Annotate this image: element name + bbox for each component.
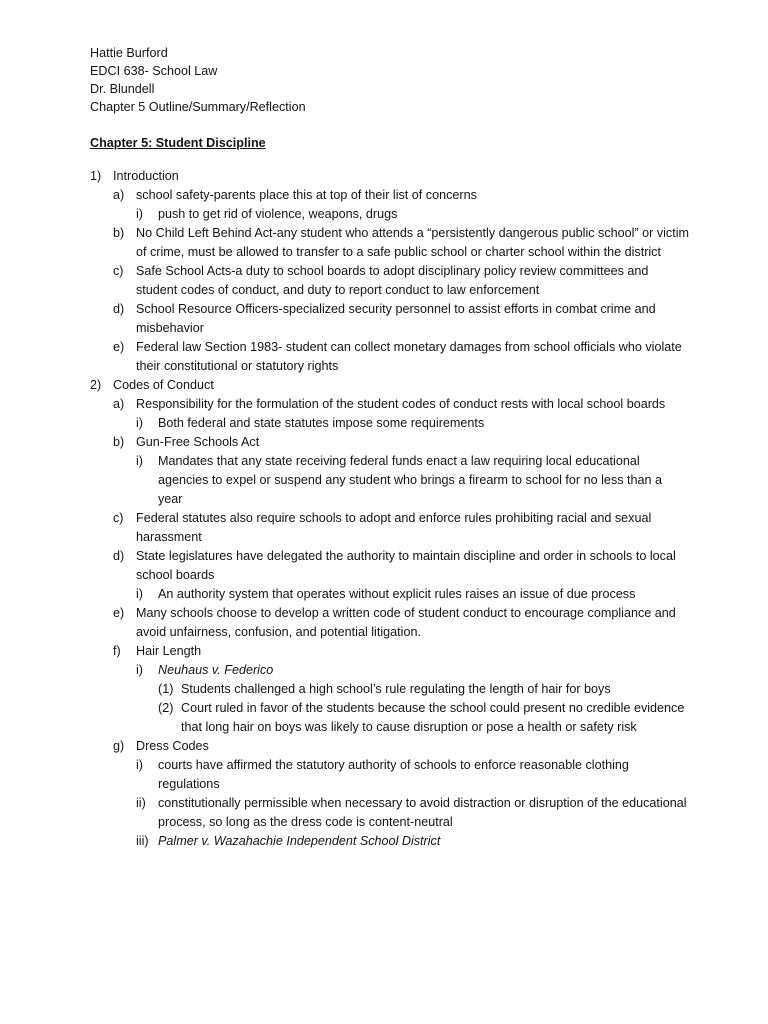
outline-marker: i) (136, 587, 143, 601)
outline-marker: i) (136, 758, 143, 772)
outline-marker: a) (113, 397, 125, 411)
outline-text: Gun-Free Schools Act (136, 435, 260, 449)
outline-item (90, 585, 690, 604)
outline-marker: i) (136, 454, 143, 468)
outline-text: No Child Left Behind Act-any student who attends a “persistently dangerous public school” or victim of crime, must be allowed to transfer to a safe public school or charter school within the district (136, 226, 690, 259)
outline-marker: i) (136, 207, 143, 221)
outline-text: Court ruled in favor of the students because the school could present no credible evidence that long hair on boys was likely to cause disruption or pose a health or safety risk (181, 701, 685, 734)
outline-item (90, 661, 690, 680)
outline-text: courts have affirmed the statutory authority of schools to enforce reasonable clothing regulations (158, 758, 629, 791)
outline-text: Safe School Acts-a duty to school boards to adopt disciplinary policy review committees and student codes of conduct, and duty to report conduct to law enforcement (136, 264, 649, 297)
outline-text: Many schools choose to develop a written code of student conduct to encourage compliance and avoid unfairness, confusion, and potential litigation. (136, 606, 676, 639)
outline-text: Federal law Section 1983- student can collect monetary damages from school officials who violate their constitutional or statutory rights (136, 340, 682, 373)
outline-item (90, 262, 690, 300)
outline-marker: d) (113, 302, 125, 316)
chapter-title: Chapter 5: Student Discipline (90, 136, 266, 150)
outline-item (90, 376, 690, 395)
outline-item (90, 433, 690, 452)
outline-marker: a) (113, 188, 125, 202)
outline-item (90, 756, 690, 794)
outline-text: school safety-parents place this at top of their list of concerns (136, 188, 477, 202)
outline-list (90, 167, 690, 851)
outline-text: Students challenged a high school’s rule regulating the length of hair for boys (181, 682, 611, 696)
outline-item (90, 395, 690, 414)
outline-item (90, 167, 690, 186)
outline-text: An authority system that operates without explicit rules raises an issue of due process (158, 587, 636, 601)
outline-marker: c) (113, 264, 124, 278)
outline-text: School Resource Officers-specialized security personnel to assist efforts in combat crime and misbehavior (136, 302, 656, 335)
outline-item (90, 414, 690, 433)
outline-text: Introduction (113, 169, 179, 183)
outline-item (90, 452, 690, 509)
outline-item (90, 224, 690, 262)
outline-marker: i) (136, 663, 143, 677)
outline-item (90, 642, 690, 661)
outline-marker: i) (136, 416, 143, 430)
outline-item (90, 186, 690, 205)
outline-marker: ii) (136, 796, 146, 810)
outline-marker: e) (113, 340, 125, 354)
outline-item (90, 300, 690, 338)
outline-item (90, 547, 690, 585)
instructor-name: Dr. Blundell (90, 82, 155, 96)
outline-text: Mandates that any state receiving federal funds enact a law requiring local educational agencies to expel or suspend any student who brings a firearm to school for no less than a year (158, 454, 663, 506)
outline-text: Responsibility for the formulation of the student codes of conduct rests with local school boards (136, 397, 666, 411)
outline-marker: (2) (158, 701, 174, 715)
outline-item (90, 680, 690, 699)
outline-text: constitutionally permissible when necessary to avoid distraction or disruption of the educational process, so long as the dress code is content-neutral (158, 796, 687, 829)
outline-text: State legislatures have delegated the authority to maintain discipline and order in schools to local school boards (136, 549, 676, 582)
outline-item (90, 832, 690, 851)
outline-text: Neuhaus v. Federico (158, 663, 274, 677)
course-name: EDCI 638- School Law (90, 64, 218, 78)
outline-text: Federal statutes also require schools to adopt and enforce rules prohibiting racial and sexual harassment (136, 511, 652, 544)
outline-marker: e) (113, 606, 125, 620)
outline-text: Palmer v. Wazahachie Independent School District (158, 834, 441, 848)
outline-marker: f) (113, 644, 121, 658)
outline-item (90, 737, 690, 756)
outline-text: push to get rid of violence, weapons, drugs (158, 207, 398, 221)
student-name: Hattie Burford (90, 46, 168, 60)
outline-marker: (1) (158, 682, 174, 696)
outline-marker: d) (113, 549, 125, 563)
outline-item (90, 794, 690, 832)
outline-item (90, 509, 690, 547)
outline-item (90, 205, 690, 224)
outline-item (90, 604, 690, 642)
outline-text: Both federal and state statutes impose some requirements (158, 416, 485, 430)
outline-marker: c) (113, 511, 124, 525)
assignment-title: Chapter 5 Outline/Summary/Reflection (90, 100, 306, 114)
outline-marker: 2) (90, 378, 102, 392)
outline-text: Hair Length (136, 644, 202, 658)
document-header (90, 44, 306, 116)
outline-item (90, 338, 690, 376)
outline-marker: 1) (90, 169, 102, 183)
outline-item (90, 699, 690, 737)
outline-text: Dress Codes (136, 739, 209, 753)
outline-marker: b) (113, 435, 125, 449)
outline-text: Codes of Conduct (113, 378, 214, 392)
outline-marker: b) (113, 226, 125, 240)
outline-marker: g) (113, 739, 125, 753)
outline-marker: iii) (136, 834, 149, 848)
